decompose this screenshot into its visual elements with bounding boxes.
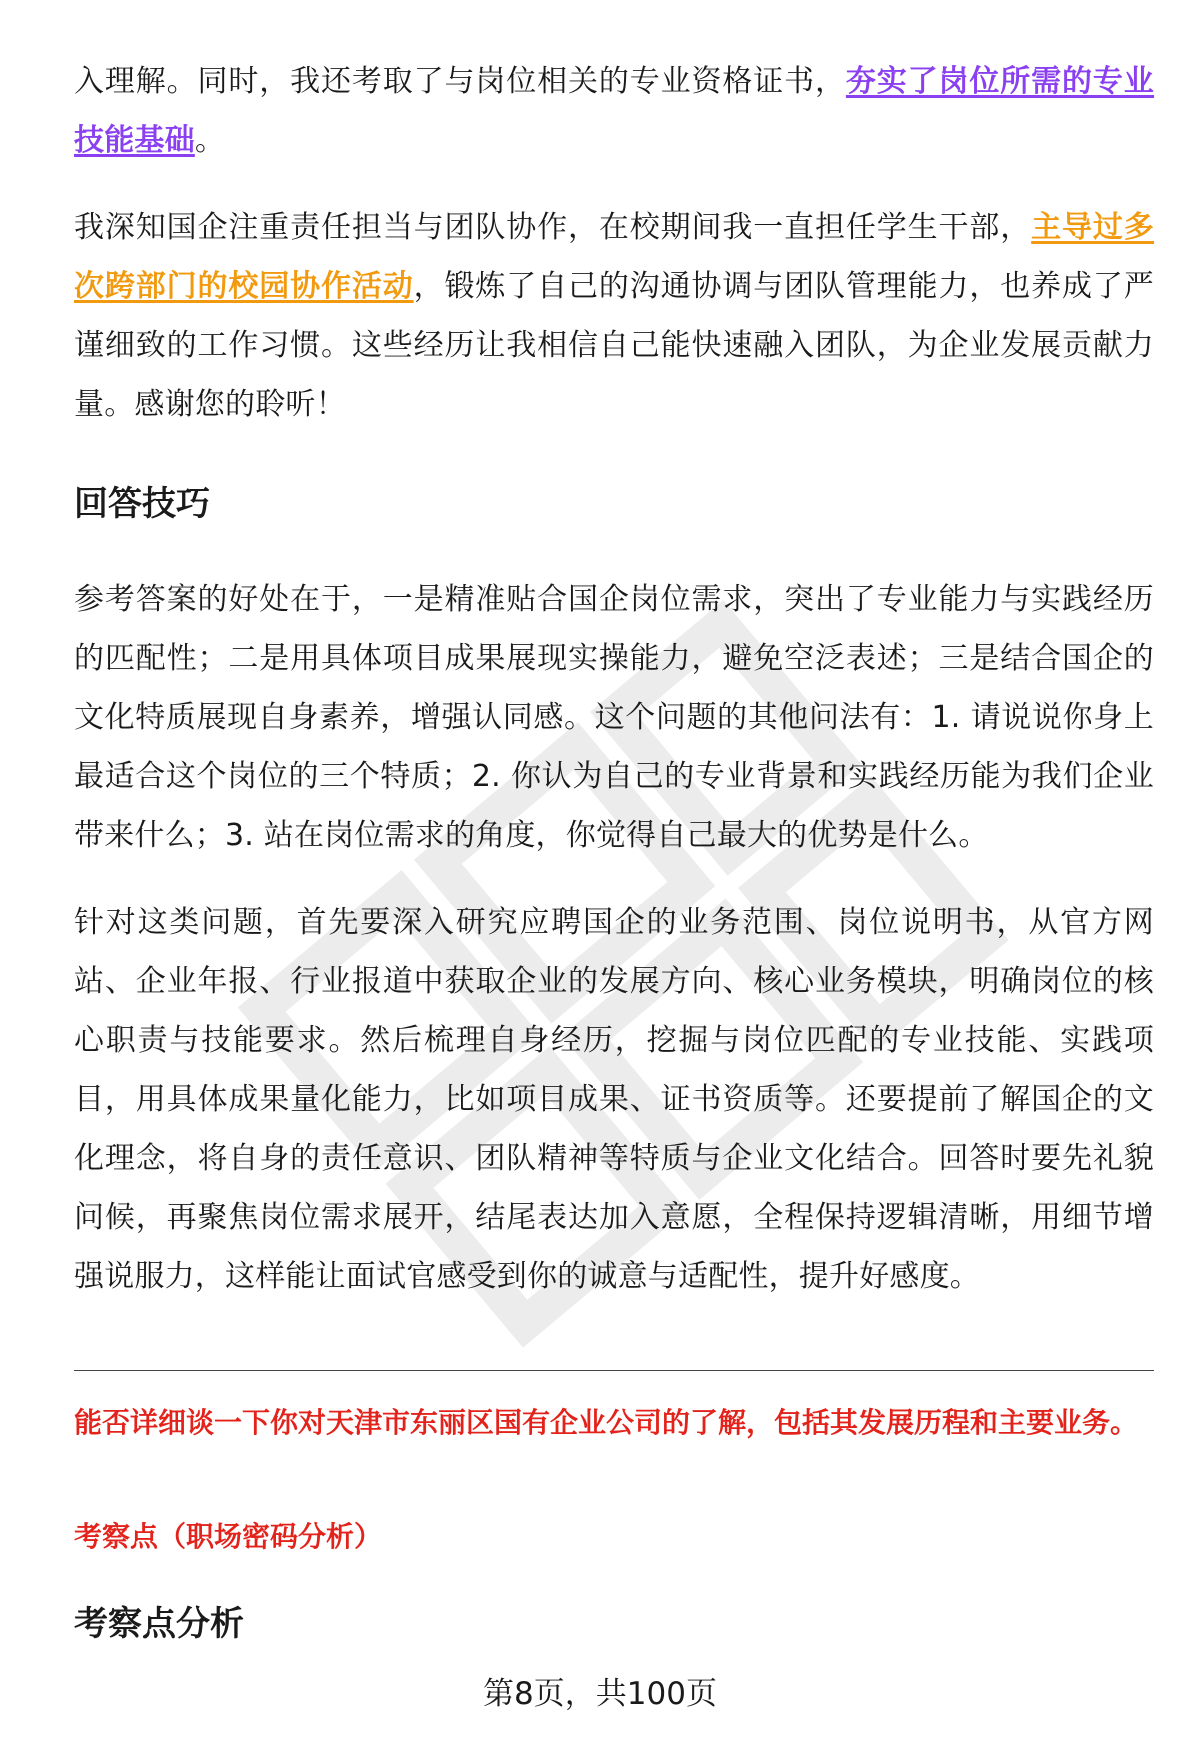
examination-point-label: 考察点（职场密码分析） xyxy=(74,1520,383,1553)
answer-text: 。 xyxy=(194,123,226,158)
section-heading-tips: 回答技巧 xyxy=(74,484,210,524)
tips-paragraph-2: 针对这类问题，首先要深入研究应聘国企的业务范围、岗位说明书，从官方网站、企业年报、行业报道中获取企业的发展方向、核心业务模块，明确岗位的核心职责与技能要求。然后梳理自身经历，挖掘与岗位匹配的专业技能、实践项目，用具体成果量化能力，比如项目成果、证书资质等。还要提前了解国企的文化理念，将自身的责任意识、团队精神等特质与企业文化结合。回答时要先礼貌问候，再聚焦岗位需求展开，结尾表达加入意愿，全程保持逻辑清晰，用细节增强说服力，这样能让面试官感受到你的诚意与适配性，提升好感度。 xyxy=(74,905,1154,1294)
document-body xyxy=(74,52,1154,1334)
highlight-orange: 主导过多次跨部门的校园协作活动 xyxy=(74,210,1154,304)
answer-paragraph-1 xyxy=(74,52,1154,170)
section-heading-analysis: 考察点分析 xyxy=(74,1604,244,1644)
answer-text: 入理解。同时，我还考取了与岗位相关的专业资格证书， xyxy=(74,64,846,99)
tips-paragraph-1: 参考答案的好处在于，一是精准贴合国企岗位需求，突出了专业能力与实践经历的匹配性；二是用具体项目成果展现实操能力，避免空泛表述；三是结合国企的文化特质展现自身素养，增强认同感。这个问题的其他问法有：1. 请说说你身上最适合这个岗位的三个特质；2. 你认为自己的专业背景和实践经历能为我们企业带来什么；3. 站在岗位需求的角度，你觉得自己最大的优势是什么。 xyxy=(74,582,1154,853)
answer-paragraph-2 xyxy=(74,198,1154,434)
answer-text: 我深知国企注重责任担当与团队协作，在校期间我一直担任学生干部， xyxy=(74,210,1032,245)
highlight-purple: 夯实了岗位所需的专业技能基础 xyxy=(74,64,1155,158)
answer-text: ，锻炼了自己的沟通协调与团队管理能力，也养成了严谨细致的工作习惯。这些经历让我相信自己能快速融入团队，为企业发展贡献力量。感谢您的聆听！ xyxy=(74,269,1154,422)
page-number-footer: 第8页，共100页 xyxy=(483,1676,717,1712)
section-divider xyxy=(74,1370,1154,1371)
interview-question: 能否详细谈一下你对天津市东丽区国有企业公司的了解，包括其发展历程和主要业务。 xyxy=(74,1406,1139,1439)
